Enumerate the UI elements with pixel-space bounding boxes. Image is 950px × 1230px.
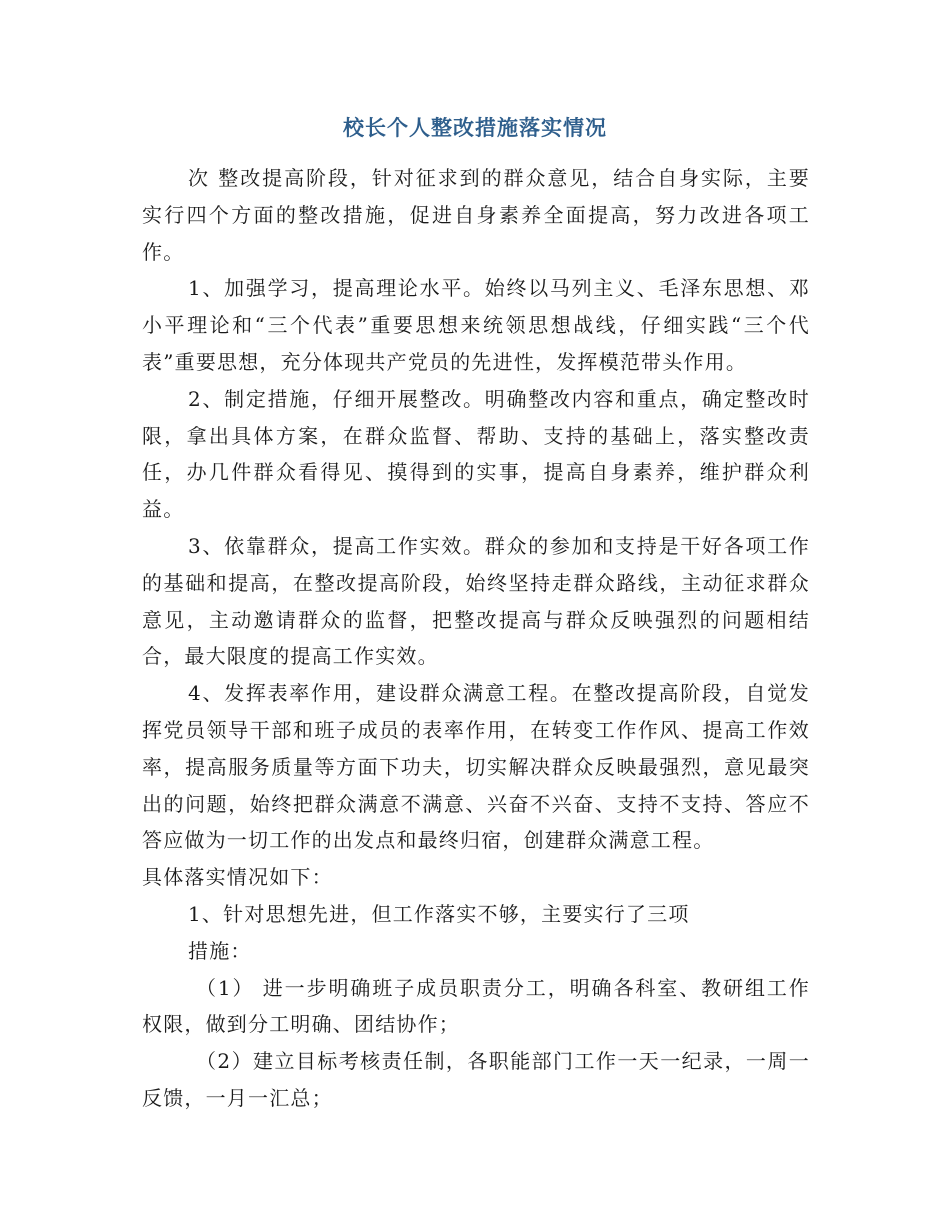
paragraph-measure-3: 3、依靠群众，提高工作实效。群众的参加和支持是干好各项工作的基础和提高，在整改提高阶段，始终坚持走群众路线，主动征求群众意见，主动邀请群众的监督，把整改提高与群众反映强烈的问题相结合，最大限度的提高工作实效。 — [142, 533, 810, 669]
list-item-2: （2）建立目标考核责任制，各职能部门工作一天一纪录，一周一反馈，一月一汇总； — [142, 1049, 810, 1110]
document-title: 校长个人整改措施落实情况 — [343, 115, 607, 140]
paragraph-implementation-heading: 具体落实情况如下： — [142, 865, 333, 890]
paragraph-measure-4: 4、发挥表率作用，建设群众满意工程。在整改提高阶段，自觉发挥党员领导干部和班子成员的表率作用，在转变工作作风、提高工作效率，提高服务质量等方面下功夫，切实解决群众反映最强烈，意见最突出的问题，始终把群众满意不满意、兴奋不兴奋、支持不支持、答应不答应做为一切工作的出发点和最终归宿，创建群众满意工程。 — [142, 681, 810, 853]
list-item-1: （1） 进一步明确班子成员职责分工，明确各科室、教研组工作权限，做到分工明确、团结协作； — [142, 975, 810, 1037]
paragraph-intro: 次 整改提高阶段，针对征求到的群众意见，结合自身实际，主要实行四个方面的整改措施，促进自身素养全面提高，努力改进各项工作。 — [142, 166, 810, 264]
paragraph-measure-1: 1、加强学习，提高理论水平。始终以马列主义、毛泽东思想、邓小平理论和“三个代表”重要思想来统领思想战线，仔细实践“三个代表”重要思想，充分体现共产党员的先进性，发挥模范带头作用。 — [142, 276, 810, 374]
paragraph-implementation-1: 1、针对思想先进，但工作落实不够，主要实行了三项 — [188, 901, 690, 926]
paragraph-measure-2: 2、制定措施，仔细开展整改。明确整改内容和重点，确定整改时限，拿出具体方案，在群众监督、帮助、支持的基础上，落实整改责任，办几件群众看得见、摸得到的实事，提高自身素养，维护群众利益。 — [142, 386, 810, 522]
paragraph-measures-label: 措施： — [188, 938, 252, 963]
document-body — [142, 160, 810, 1117]
